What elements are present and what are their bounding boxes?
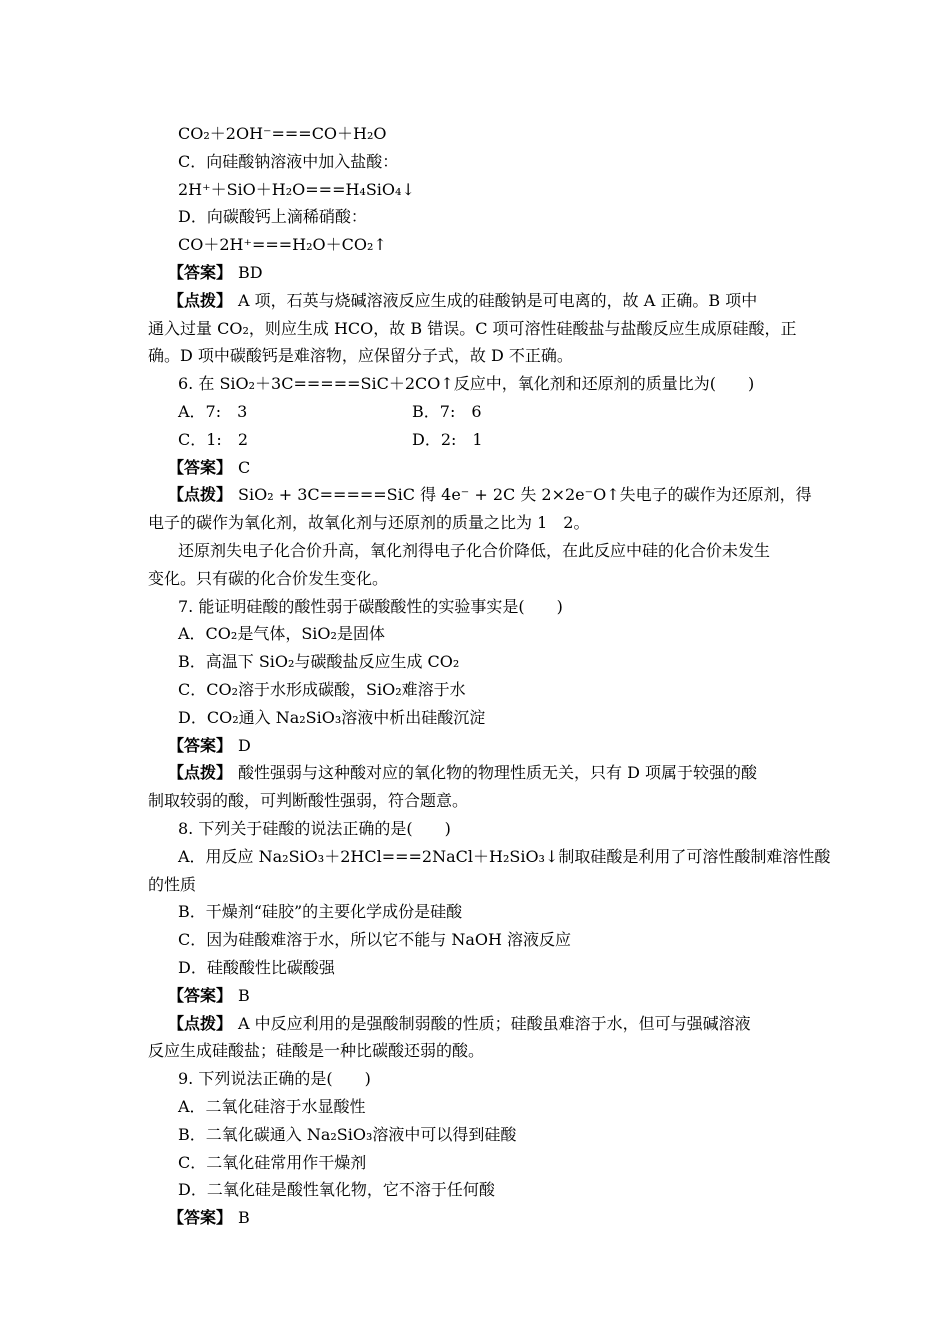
option-right: B．7: 6 <box>412 402 482 421</box>
answer-text: A 项，石英与烧碱溶液反应生成的硅酸钠是可电离的，故 A 正确。B 项中 <box>238 291 758 310</box>
answer-line <box>168 985 250 1007</box>
answer-line <box>168 457 250 479</box>
text-line: C．二氧化硅常用作干燥剂 <box>178 1153 367 1172</box>
text-line: CO₂＋2OH⁻===CO＋H₂O <box>178 124 387 143</box>
answer-text: BD <box>238 263 263 282</box>
text-line: 变化。只有碳的化合价发生变化。 <box>148 569 389 588</box>
answer-text: B <box>238 986 250 1005</box>
text-line: C．CO₂溶于水形成碳酸，SiO₂难溶于水 <box>178 680 466 699</box>
answer-line <box>168 262 263 284</box>
answer-line <box>168 762 757 784</box>
answer-line <box>168 290 757 312</box>
answer-line <box>168 484 812 506</box>
text-line: A．用反应 Na₂SiO₃＋2HCl===2NaCl＋H₂SiO₃↓制取硅酸是利用了可溶性酸制难溶性酸 <box>178 847 831 866</box>
text-line: 制取较弱的酸，可判断酸性强弱，符合题意。 <box>148 791 469 810</box>
section-tag: 【答案】 <box>168 736 233 755</box>
option-left: C．1: 2 <box>178 430 248 449</box>
text-line: D．二氧化硅是酸性氧化物，它不溶于任何酸 <box>178 1180 495 1199</box>
answer-text: 酸性强弱与这种酸对应的氧化物的物理性质无关，只有 D 项属于较强的酸 <box>238 763 758 782</box>
text-line: 还原剂失电子化合价升高，氧化剂得电子化合价降低，在此反应中硅的化合价未发生 <box>178 541 771 560</box>
section-tag: 【点拨】 <box>168 485 233 504</box>
answer-text: C <box>238 458 251 477</box>
section-tag: 【点拨】 <box>168 1014 233 1033</box>
section-tag: 【答案】 <box>168 986 233 1005</box>
text-line: C．因为硅酸难溶于水，所以它不能与 NaOH 溶液反应 <box>178 930 572 949</box>
answer-text: A 中反应利用的是强酸制弱酸的性质；硅酸虽难溶于水，但可与强碱溶液 <box>238 1014 751 1033</box>
section-tag: 【答案】 <box>168 1208 233 1227</box>
answer-text: SiO₂ + 3C=====SiC 得 4e⁻ + 2C 失 2×2e⁻O↑失电子的碳作为还原剂，得 <box>238 485 812 504</box>
text-line: A．CO₂是气体，SiO₂是固体 <box>178 624 385 643</box>
option-right: D．2: 1 <box>412 430 483 449</box>
answer-line <box>168 1013 751 1035</box>
text-line: 通入过量 CO₂，则应生成 HCO，故 B 错误。C 项可溶性硅酸盐与盐酸反应生成原硅酸，正 <box>148 319 797 338</box>
text-line: B．高温下 SiO₂与碳酸盐反应生成 CO₂ <box>178 652 460 671</box>
text-line: 电子的碳作为氧化剂，故氧化剂与还原剂的质量之比为 1 2。 <box>148 513 590 532</box>
text-line: D．向碳酸钙上滴稀硝酸： <box>178 207 367 226</box>
text-line: 9. 下列说法正确的是( ) <box>178 1069 371 1088</box>
answer-line <box>168 735 251 757</box>
text-line: 7. 能证明硅酸的酸性弱于碳酸酸性的实验事实是( ) <box>178 597 563 616</box>
text-line: 反应生成硅酸盐；硅酸是一种比碳酸还弱的酸。 <box>148 1041 485 1060</box>
text-line: B．二氧化碳通入 Na₂SiO₃溶液中可以得到硅酸 <box>178 1125 517 1144</box>
text-line: 6. 在 SiO₂＋3C=====SiC＋2CO↑反应中，氧化剂和还原剂的质量比为( ) <box>178 374 755 393</box>
text-line: CO＋2H⁺===H₂O＋CO₂↑ <box>178 235 387 254</box>
answer-text: D <box>238 736 251 755</box>
text-line: B．干燥剂“硅胶”的主要化学成份是硅酸 <box>178 902 463 921</box>
text-line: C．向硅酸钠溶液中加入盐酸： <box>178 152 399 171</box>
text-line: 8. 下列关于硅酸的说法正确的是( ) <box>178 819 451 838</box>
option-left: A．7: 3 <box>178 402 248 421</box>
section-tag: 【点拨】 <box>168 291 233 310</box>
text-line: 2H⁺＋SiO＋H₂O===H₄SiO₄↓ <box>178 180 415 199</box>
section-tag: 【答案】 <box>168 458 233 477</box>
answer-line <box>168 1207 250 1229</box>
answer-text: B <box>238 1208 250 1227</box>
text-line: 确。D 项中碳酸钙是难溶物，应保留分子式，故 D 不正确。 <box>148 346 573 365</box>
option-row <box>178 429 483 451</box>
text-line: A．二氧化硅溶于水显酸性 <box>178 1097 366 1116</box>
option-row <box>178 401 482 423</box>
text-line: 的性质 <box>148 875 197 894</box>
section-tag: 【答案】 <box>168 263 233 282</box>
text-line: D．CO₂通入 Na₂SiO₃溶液中析出硅酸沉淀 <box>178 708 486 727</box>
section-tag: 【点拨】 <box>168 763 233 782</box>
text-line: D．硅酸酸性比碳酸强 <box>178 958 335 977</box>
